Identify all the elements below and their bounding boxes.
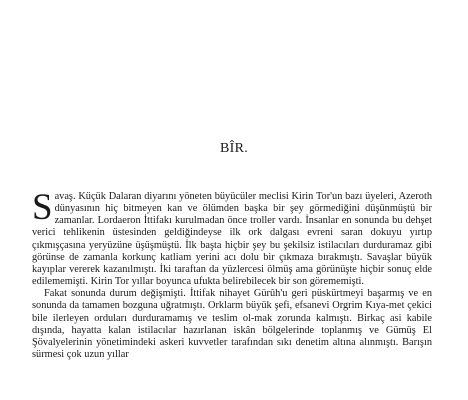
paragraph-1-text: avaş. Küçük Dalaran diyarını yöneten büyücüler meclisi Kirin Tor'un bazı üyeleri, Azeroth dünyasının hiç bitmeyen kan ve ölümden başka bir şey görmediğini düşünmüştü bir zamanlar. Lordaeron İttifakı kurulmadan önce troller vardı. İnsanlar en sonunda bu dehşet verici tehlikenin üstesinden geldiğindeyse ilk ork dalgası evreni saran dokuyu yırtıp çıkmışçasına yeryüzüne üşüşmüştü. İlk başta hiçbir şey bu şekilsiz istilacıları durduramaz gibi görünse de zamanla korkunç katliam yerini acı dolu bir çıkmaza bırakmıştı. Savaşlar büyük kayıplar vererek kazanılmıştı. İki taraftan da yüzlercesi ölmüş ama görünüşte hiçbir sonuç elde edilememişti. Kirin Tor yıllar boyunca ufukta belirebilecek bir son görememişti. <box>32 191 432 288</box>
drop-cap: S <box>32 187 53 228</box>
body-text <box>32 187 432 361</box>
paragraph-2: Fakat sonunda durum değişmişti. İttifak nihayet Gürûh'u geri püskürtmeyi başarmış ve en sonunda da tamamen bozguna uğratmıştı. Orklarm büyük şefi, efsanevi Orgrim Kıya-met çekici bile ilerleyen orduları durduramamış ve teslim ol-mak zorunda kalmıştı. Birkaç asi kabile dışında, hayatta kalan istilacılar hazırlanan iskân bölgelerinde toplanmış ve Gümüş El Şövalyelerinin yönetimindeki askeri kuvvetler tarafından sıkı denetim altına alınmıştı. Barışın sürmesi çok uzun yıllar <box>32 288 432 361</box>
paragraph-1 <box>32 187 432 288</box>
chapter-title: BÎR. <box>219 141 249 156</box>
